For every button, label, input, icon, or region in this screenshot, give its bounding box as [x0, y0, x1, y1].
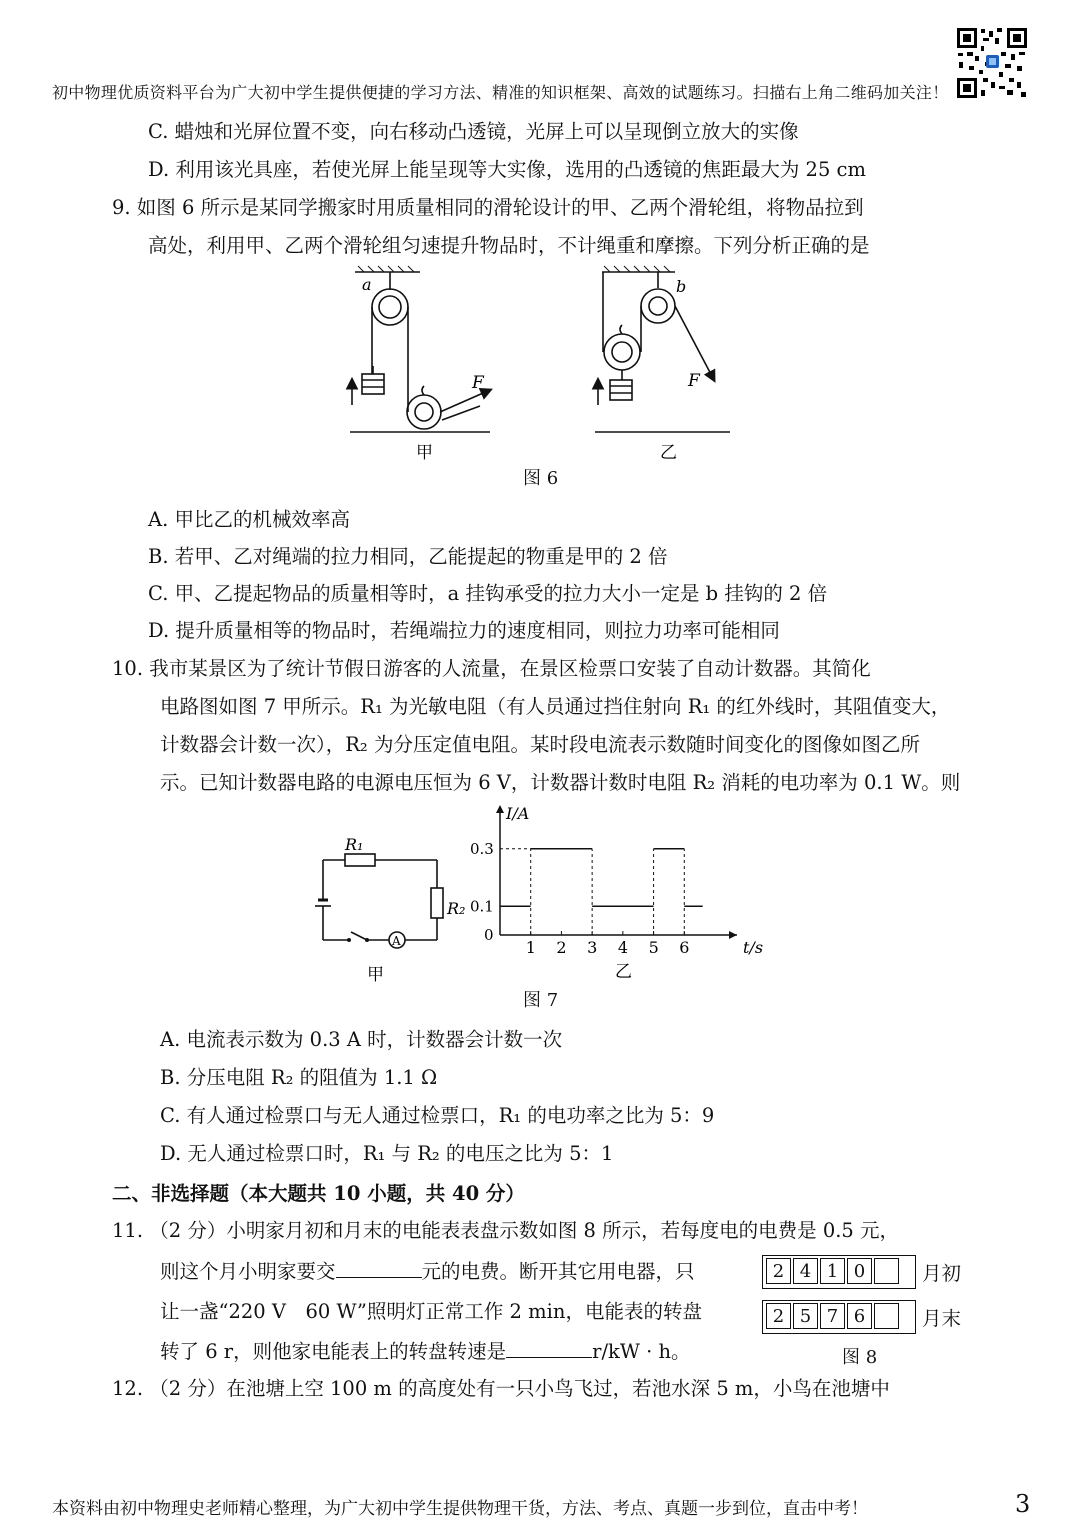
meter-end-digit: 6: [847, 1303, 872, 1329]
q11-stem-line1: 11. （2 分）小明家月初和月末的电能表表盘示数如图 8 所示，若每度电的电费是 0.5 元，: [112, 1219, 900, 1242]
figure-7-circuit: [305, 830, 465, 990]
y-tick-label: 0.1: [470, 897, 494, 916]
figure-8-caption: 图 8: [842, 1347, 878, 1368]
label-yi: 乙: [660, 443, 677, 463]
figure-7-current-time-chart: [465, 795, 775, 990]
q10-stem-line4: 示。已知计数器电路的电源电压恒为 6 V，计数器计数时电阻 R₂ 消耗的电功率为 0.1 W。则: [160, 771, 961, 794]
header-banner-text: 初中物理优质资料平台为广大初中学生提供便捷的学习方法、精准的知识框架、高效的试题练习。扫描右上角二维码加关注！: [52, 83, 949, 102]
q9-option-c: C. 甲、乙提起物品的质量相等时，a 挂钩承受的拉力大小一定是 b 挂钩的 2 倍: [148, 582, 828, 605]
q11-line2-part2: 元的电费。断开其它用电器，只: [421, 1260, 695, 1283]
label-force-jia: F: [472, 373, 484, 393]
q10-option-b: B. 分压电阻 R₂ 的阻值为 1.1 Ω: [160, 1066, 438, 1089]
figure-7-caption: 图 7: [523, 990, 559, 1011]
x-axis-label: t/s: [743, 938, 764, 957]
x-tick-label: 2: [556, 938, 567, 957]
q8-option-d: D. 利用该光具座，若使光屏上能呈现等大实像，选用的凸透镜的焦距最大为 25 cm: [148, 158, 866, 181]
meter-start-digit: 1: [820, 1258, 845, 1284]
q9-stem-line1: 9. 如图 6 所示是某同学搬家时用质量相同的滑轮设计的甲、乙两个滑轮组，将物品拉到: [112, 196, 864, 219]
x-tick-label: 4: [617, 938, 629, 957]
answer-blank-rate[interactable]: [506, 1339, 592, 1358]
meter-start-digit: 4: [793, 1258, 818, 1284]
q11-line4-part1: 转了 6 r，则他家电能表上的转盘转速是: [160, 1340, 507, 1363]
label-r2: R₂: [447, 899, 465, 918]
y-tick-label: 0.3: [470, 839, 494, 858]
meter-end-decimal-box: [874, 1303, 899, 1329]
q8-option-c: C. 蜡烛和光屏位置不变，向右移动凸透镜，光屏上可以呈现倒立放大的实像: [148, 120, 799, 143]
q10-stem-line2: 电路图如图 7 甲所示。R₁ 为光敏电阻（有人员通过挡住射向 R₁ 的红外线时，其阻值变大，: [160, 695, 951, 718]
footer-text: 本资料由初中物理史老师精心整理，为广大初中学生提供物理干货，方法、考点、真题一步到位，直击中考！: [52, 1499, 868, 1519]
x-axis-arrow: [729, 931, 737, 939]
q11-line2-part1: 则这个月小明家要交: [160, 1260, 336, 1283]
q10-option-d: D. 无人通过检票口时，R₁ 与 R₂ 的电压之比为 5：1: [160, 1142, 614, 1165]
x-tick-label: 6: [679, 938, 690, 957]
figure-6-pulley-systems: [340, 262, 740, 474]
origin-label: 0: [484, 926, 494, 944]
q10-option-c: C. 有人通过检票口与无人通过检票口，R₁ 的电功率之比为 5：9: [160, 1104, 715, 1127]
q11-stem-line2: [160, 1256, 695, 1284]
meter-end-label: 月末: [922, 1307, 962, 1330]
ammeter-icon: A: [392, 934, 401, 948]
q11-line4-part2: r/kW · h。: [592, 1340, 691, 1363]
y-axis-label: I/A: [506, 804, 530, 823]
meter-start-label: 月初: [922, 1262, 962, 1285]
label-force-yi: F: [688, 371, 700, 391]
label-jia: 甲: [416, 443, 433, 463]
q10-stem-line1: 10. 我市某景区为了统计节假日游客的人流量，在景区检票口安装了自动计数器。其简化: [112, 657, 871, 680]
label-yi-chart: 乙: [615, 962, 632, 982]
x-tick-label: 5: [648, 938, 659, 957]
q11-stem-line4: [160, 1336, 691, 1364]
q10-option-a: A. 电流表示数为 0.3 A 时，计数器会计数一次: [160, 1028, 563, 1051]
answer-blank-fee[interactable]: [336, 1259, 422, 1278]
q9-option-d: D. 提升质量相等的物品时，若绳端拉力的速度相同，则拉力功率可能相同: [148, 619, 780, 642]
q9-option-a: A. 甲比乙的机械效率高: [148, 508, 350, 531]
label-b: b: [676, 277, 687, 296]
q11-stem-line3: 让一盏“220 V 60 W”照明灯正常工作 2 min，电能表的转盘: [160, 1300, 702, 1323]
figure-6-caption: 图 6: [523, 468, 559, 489]
meter-start-decimal-box: [874, 1258, 899, 1284]
meter-end-digit: 5: [793, 1303, 818, 1329]
label-a: a: [362, 275, 372, 294]
meter-start-digit: 2: [766, 1258, 791, 1284]
meter-start: [766, 1258, 901, 1284]
q12-stem-line1: 12. （2 分）在池塘上空 100 m 的高度处有一只小鸟飞过，若池水深 5 m，小鸟在池塘中: [112, 1377, 890, 1400]
q9-option-b: B. 若甲、乙对绳端的拉力相同，乙能提起的物重是甲的 2 倍: [148, 545, 668, 568]
x-tick-label: 1: [525, 938, 536, 957]
meter-start-digit: 0: [847, 1258, 872, 1284]
pulley-system-yi: [595, 266, 730, 432]
y-axis-arrow: [496, 805, 504, 813]
q10-stem-line3: 计数器会计数一次），R₂ 为分压定值电阻。某时段电流表示数随时间变化的图像如图乙所: [160, 733, 920, 756]
label-r1: R₁: [345, 835, 364, 854]
q9-stem-line2: 高处，利用甲、乙两个滑轮组匀速提升物品时，不计绳重和摩擦。下列分析正确的是: [148, 234, 870, 257]
page-number: 3: [1015, 1490, 1031, 1518]
section-2-title: 二、非选择题（本大题共 10 小题，共 40 分）: [112, 1182, 525, 1205]
meter-end: [766, 1303, 901, 1329]
label-jia-circuit: 甲: [367, 965, 384, 985]
meter-end-digit: 7: [820, 1303, 845, 1329]
qr-code-icon[interactable]: [955, 26, 1029, 100]
x-tick-label: 3: [587, 938, 598, 957]
meter-end-digit: 2: [766, 1303, 791, 1329]
